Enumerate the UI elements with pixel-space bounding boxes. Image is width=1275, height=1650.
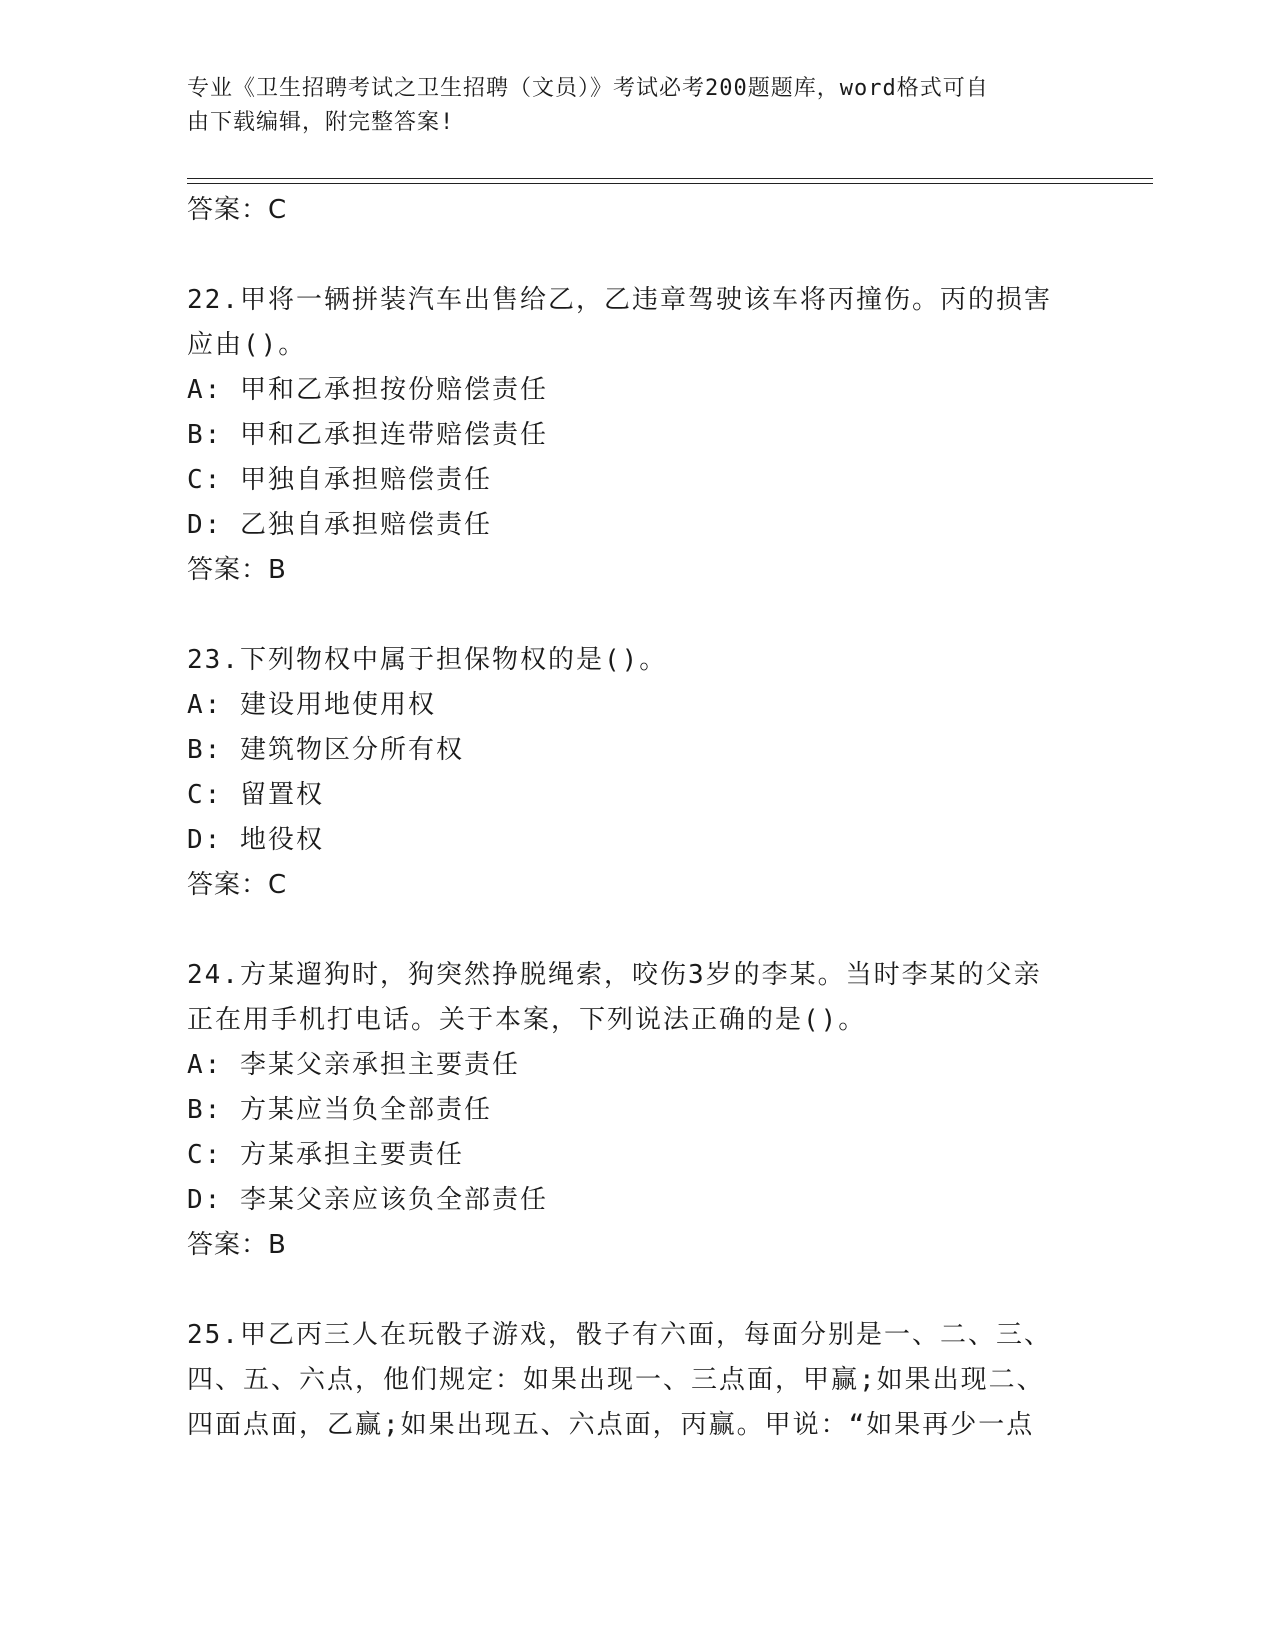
option-a: A: 李某父亲承担主要责任 xyxy=(187,1050,520,1080)
question-text-line: 22.甲将一辆拼装汽车出售给乙，乙违章驾驶该车将丙撞伤。丙的损害 xyxy=(187,285,1052,315)
question-text-line: 24.方某遛狗时，狗突然挣脱绳索，咬伤3岁的李某。当时李某的父亲 xyxy=(187,960,1042,990)
question-24 xyxy=(187,953,1087,1268)
document-header xyxy=(187,72,1087,140)
question-text-line: 正在用手机打电话。关于本案，下列说法正确的是()。 xyxy=(187,1005,867,1035)
question-text-line: 应由()。 xyxy=(187,330,307,360)
option-a: A: 建设用地使用权 xyxy=(187,690,436,720)
answer-line: 答案：B xyxy=(187,1230,287,1260)
header-line-1: 专业《卫生招聘考试之卫生招聘（文员）》考试必考200题题库，word格式可自 xyxy=(187,76,989,101)
option-d: D: 乙独自承担赔偿责任 xyxy=(187,510,492,540)
question-25 xyxy=(187,1313,1087,1448)
option-c: C: 留置权 xyxy=(187,780,324,810)
question-text-line: 23.下列物权中属于担保物权的是()。 xyxy=(187,645,668,675)
option-c: C: 方某承担主要责任 xyxy=(187,1140,464,1170)
question-text-line: 四面点面，乙赢;如果出现五、六点面，丙赢。甲说：“如果再少一点 xyxy=(187,1410,1035,1440)
header-line-2: 由下载编辑，附完整答案! xyxy=(187,110,455,135)
header-divider-top xyxy=(187,178,1153,179)
header-divider-bottom xyxy=(187,183,1153,184)
option-b: B: 方某应当负全部责任 xyxy=(187,1095,492,1125)
question-22 xyxy=(187,278,1087,593)
option-b: B: 甲和乙承担连带赔偿责任 xyxy=(187,420,548,450)
answer-line: 答案：C xyxy=(187,870,288,900)
answer-line: 答案：C xyxy=(187,195,288,225)
option-d: D: 地役权 xyxy=(187,825,324,855)
question-text-line: 四、五、六点，他们规定：如果出现一、三点面，甲赢;如果出现二、 xyxy=(187,1365,1045,1395)
option-b: B: 建筑物区分所有权 xyxy=(187,735,464,765)
question-23 xyxy=(187,638,1087,908)
answer-block xyxy=(187,188,1087,233)
option-a: A: 甲和乙承担按份赔偿责任 xyxy=(187,375,548,405)
option-d: D: 李某父亲应该负全部责任 xyxy=(187,1185,548,1215)
question-list xyxy=(187,188,1087,1448)
answer-line: 答案：B xyxy=(187,555,287,585)
question-text-line: 25.甲乙丙三人在玩骰子游戏，骰子有六面，每面分别是一、二、三、 xyxy=(187,1320,1052,1350)
option-c: C: 甲独自承担赔偿责任 xyxy=(187,465,492,495)
